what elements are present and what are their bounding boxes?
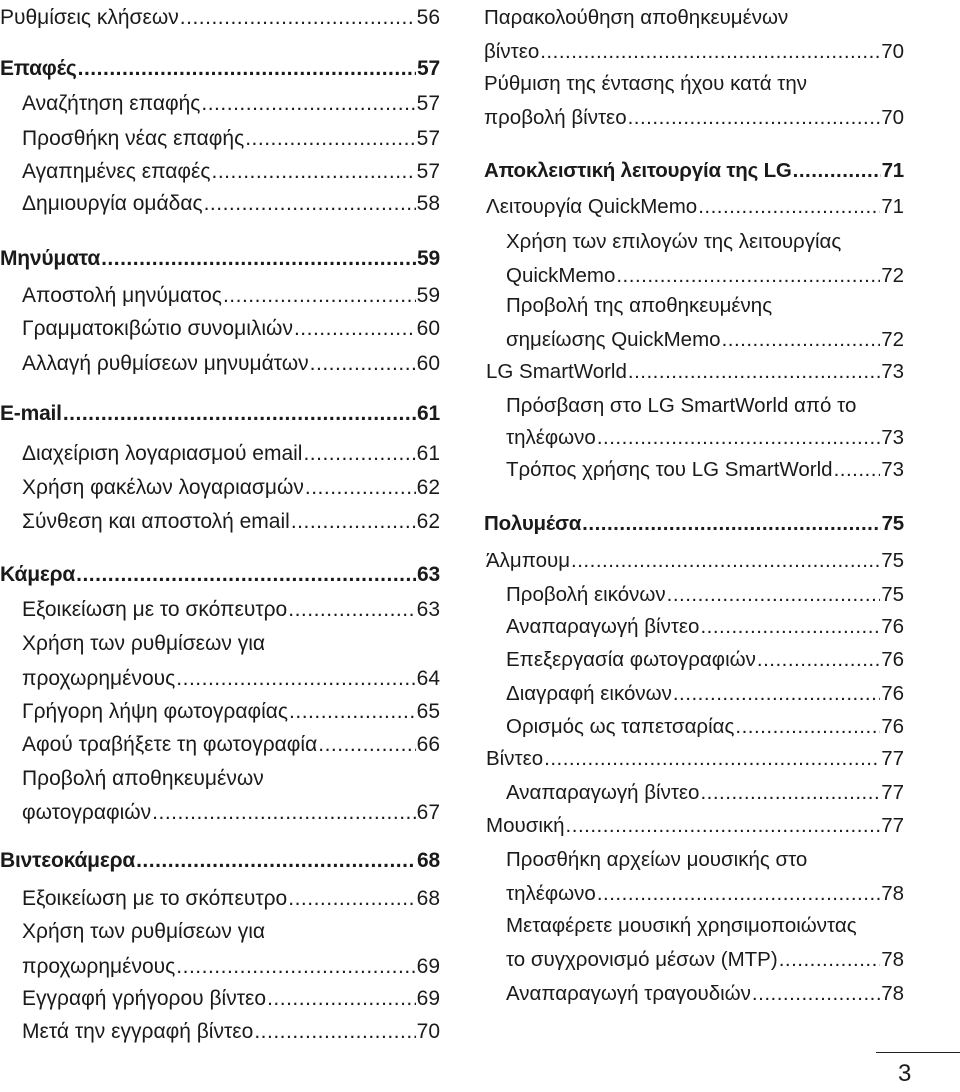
toc-entry-title: Διαχείριση λογαριασμού email [22,442,303,465]
toc-entry [484,392,904,419]
toc-page-number: 77 [881,747,904,770]
toc-entry [484,358,904,385]
toc-entry-title: Μεταφέρετε μουσική χρησιμοποιώντας [506,914,857,937]
toc-entry-title: Προβολή της αποθηκευμένης [506,294,773,317]
dot-leader [700,779,880,806]
toc-entry-title: Επαφές [0,57,77,80]
dot-leader [212,158,416,185]
toc-entry-title: E-mail [0,402,62,425]
toc-entry-title: Προβολή εικόνων [506,583,666,606]
toc-entry-title: Προβολή αποθηκευμένων [22,767,264,790]
toc-page-number: 68 [417,849,440,872]
toc-entry [0,90,440,117]
dot-leader [294,315,416,342]
toc-page-number: 69 [416,955,440,978]
toc-section-heading [0,245,440,272]
toc-entry-title: Μουσική [486,814,565,837]
toc-entry-title: Ρυθμίσεις κλήσεων [0,6,179,29]
dot-leader [571,547,880,574]
toc-page-number: 61 [417,402,440,425]
dot-leader [288,885,415,912]
toc-entry [0,1018,440,1045]
toc-page-number: 61 [416,442,440,465]
toc-section-heading [0,561,440,588]
dot-leader [223,282,416,309]
toc-entry-title: Αφού τραβήξετε τη φωτογραφία [22,733,318,756]
dot-leader [597,880,880,907]
toc-entry-title: Αποκλειστική λειτουργία της LG [484,159,792,182]
toc-entry [484,646,904,673]
toc-entry [0,885,440,912]
toc-entry [0,630,440,657]
toc-entry-title: Άλμπουμ [486,549,571,572]
dot-leader [752,980,880,1007]
toc-entry [484,581,904,608]
dot-leader [176,953,415,980]
toc-entry-title: Γρήγορη λήψη φωτογραφίας [22,700,289,723]
dot-leader [289,698,416,725]
toc-entry-title: προχωρημένους [22,955,176,978]
dot-leader [201,90,415,117]
toc-entry-title: Επεξεργασία φωτογραφιών [506,648,756,671]
dot-leader [700,613,880,640]
toc-entry-title: Προσθήκη νέας επαφής [22,127,245,150]
toc-entry [484,70,904,97]
toc-entry-title: Χρήση φακέλων λογαριασμών [22,476,304,499]
toc-entry-title: Ρύθμιση της έντασης ήχου κατά την [484,72,808,95]
dot-leader [544,745,880,772]
toc-entry [484,779,904,806]
dot-leader [779,946,881,973]
dot-leader [757,646,880,673]
toc-entry-title: Μετά την εγγραφή βίντεο [22,1020,254,1043]
toc-page-number: 62 [416,476,440,499]
toc-entry-title: Αναπαραγωγή τραγουδιών [506,982,751,1005]
toc-page-number: 58 [416,192,440,215]
toc-page-number: 67 [416,801,440,824]
toc-page-number: 56 [416,6,440,29]
toc-entry [0,596,440,623]
toc-entry [0,799,440,826]
toc-entry-title: Σύνθεση και αποστολή email [22,510,290,533]
toc-entry [0,158,440,185]
toc-section-heading [0,400,440,427]
toc-entry [0,665,440,692]
toc-entry [484,912,904,939]
toc-entry-title: Μηνύματα [0,247,101,270]
toc-page-number: 57 [416,127,440,150]
dot-leader [176,665,415,692]
dot-leader [180,4,416,31]
toc-entry [484,812,904,839]
dot-leader [305,474,416,501]
toc-page-number: 73 [881,360,904,383]
toc-entry-title: Παρακολούθηση αποθηκευμένων [484,6,789,29]
toc-page-number: 70 [881,40,904,63]
toc-section-heading [484,510,904,537]
toc-entry-title: Εξοικείωση με το σκόπευτρο [22,887,288,910]
toc-page-number: 65 [416,700,440,723]
dot-leader [616,262,880,289]
toc-entry [484,946,904,973]
dot-leader [101,245,416,272]
toc-page-number: 77 [881,781,904,804]
toc-section-heading [0,55,440,82]
dot-leader [667,581,881,608]
toc-page-number: 72 [881,328,904,351]
toc-page-number: 57 [416,92,440,115]
dot-leader [78,55,416,82]
dot-leader [63,400,416,427]
toc-entry [0,282,440,309]
toc-entry-title: QuickMemo [506,264,616,287]
toc-entry [484,680,904,707]
toc-entry-title: Κάμερα [0,563,76,586]
toc-entry-title: Προσθήκη αρχείων μουσικής στο [506,848,808,871]
dot-leader [628,104,881,131]
toc-entry [484,4,904,31]
page-number: 3 [898,1060,912,1087]
toc-entry-title: τηλέφωνο [506,882,596,905]
toc-page-number: 70 [881,106,904,129]
dot-leader [735,713,880,740]
toc-entry-title: Γραμματοκιβώτιο συνομιλιών [22,317,293,340]
toc-page-number: 64 [416,667,440,690]
toc-page-number: 73 [881,458,904,481]
toc-entry [0,508,440,535]
dot-leader [793,157,881,184]
toc-page-number: 76 [881,682,904,705]
toc-entry [0,440,440,467]
toc-entry [484,980,904,1007]
toc-entry [484,424,904,451]
toc-entry [484,846,904,873]
toc-page-number: 78 [881,982,904,1005]
toc-entry [484,326,904,353]
toc-entry [0,125,440,152]
dot-leader [303,440,415,467]
toc-entry [0,315,440,342]
toc-entry [0,953,440,980]
toc-entry [484,613,904,640]
toc-page-number: 57 [416,160,440,183]
toc-entry [0,698,440,725]
toc-page-number: 66 [416,733,440,756]
toc-entry [484,104,904,131]
toc-entry-title: Δημιουργία ομάδας [22,192,203,215]
toc-page-number: 57 [417,57,440,80]
dot-leader [254,1018,415,1045]
dot-leader [204,190,416,217]
toc-entry [484,292,904,319]
toc-entry-title: Λειτουργία QuickMemo [486,195,698,218]
toc-page-number: 62 [416,510,440,533]
toc-page-number: 63 [416,598,440,621]
dot-leader [540,38,880,65]
toc-entry-title: Πρόσβαση στο LG SmartWorld από το [506,394,857,417]
toc-entry [0,985,440,1012]
toc-page-number: 78 [881,882,904,905]
toc-entry [0,4,440,31]
toc-entry-title: Αναζήτηση επαφής [22,92,201,115]
toc-entry [484,38,904,65]
toc-section-heading [0,847,440,874]
toc-entry-title: προβολή βίντεο [484,106,627,129]
toc-page-number: 70 [416,1020,440,1043]
toc-entry-title: Ορισμός ως ταπετσαρίας [506,715,735,738]
dot-leader [582,510,880,537]
toc-entry-title: Αναπαραγωγή βίντεο [506,615,700,638]
toc-entry [0,918,440,945]
dot-leader [291,508,416,535]
toc-page-number: 59 [417,247,440,270]
dot-leader [267,985,416,1012]
dot-leader [597,424,880,451]
dot-leader [76,561,416,588]
dot-leader [673,680,880,707]
toc-entry [484,880,904,907]
toc-entry-title: Χρήση των ρυθμίσεων για [22,920,266,943]
toc-page-number: 75 [881,549,904,572]
dot-leader [310,350,416,377]
footer-rule [876,1052,960,1053]
toc-entry-title: τηλέφωνο [506,426,596,449]
toc-entry-title: Εγγραφή γρήγορου βίντεο [22,987,267,1010]
toc-entry-title: Πολυμέσα [484,512,582,535]
dot-leader [698,193,880,220]
toc-entry [484,713,904,740]
toc-entry [484,262,904,289]
toc-page-number: 63 [417,563,440,586]
toc-page-number: 73 [881,426,904,449]
toc-entry [0,731,440,758]
toc-entry [484,193,904,220]
toc-entry-title: Χρήση των ρυθμίσεων για [22,632,266,655]
toc-entry-title: Διαγραφή εικόνων [506,682,672,705]
toc-entry [0,765,440,792]
toc-entry-title: Βίντεο [486,747,544,770]
toc-entry-title: LG SmartWorld [486,360,627,383]
toc-entry-title: Αναπαραγωγή βίντεο [506,781,700,804]
dot-leader [245,125,415,152]
toc-page-number: 71 [881,159,904,182]
toc-entry-title: σημείωσης QuickMemo [506,328,721,351]
toc-page-number: 60 [416,352,440,375]
toc-entry [0,350,440,377]
toc-entry-title: Τρόπος χρήσης του LG SmartWorld [506,458,833,481]
dot-leader [834,456,881,483]
toc-entry [0,474,440,501]
toc-section-heading [484,157,904,184]
dot-leader [288,596,415,623]
dot-leader [152,799,415,826]
toc-entry [484,745,904,772]
dot-leader [136,847,416,874]
toc-entry [484,547,904,574]
toc-entry [484,456,904,483]
toc-entry [0,190,440,217]
dot-leader [722,326,881,353]
toc-entry-title: Χρήση των επιλογών της λειτουργίας [506,230,842,253]
toc-entry [484,228,904,255]
toc-entry-title: Αγαπημένες επαφές [22,160,211,183]
dot-leader [566,812,881,839]
toc-page-number: 77 [881,814,904,837]
toc-page-number: 78 [881,948,904,971]
toc-page-number: 71 [881,195,904,218]
toc-entry-title: Αποστολή μηνύματος [22,284,222,307]
toc-page-number: 76 [881,648,904,671]
dot-leader [628,358,880,385]
toc-entry-title: βίντεο [484,40,540,63]
toc-entry-title: Βιντεοκάμερα [0,849,136,872]
toc-entry-title: προχωρημένους [22,667,176,690]
toc-page-number: 72 [881,264,904,287]
toc-page-number: 69 [416,987,440,1010]
toc-page-number: 60 [416,317,440,340]
toc-page-number: 59 [416,284,440,307]
toc-page-number: 76 [881,715,904,738]
toc-entry-title: το συγχρονισμό μέσων (MTP) [506,948,778,971]
dot-leader [318,731,415,758]
toc-page-number: 75 [881,583,904,606]
toc-page-number: 68 [416,887,440,910]
toc-entry-title: Αλλαγή ρυθμίσεων μηνυμάτων [22,352,309,375]
toc-entry-title: Εξοικείωση με το σκόπευτρο [22,598,288,621]
toc-page-number: 76 [881,615,904,638]
toc-entry-title: φωτογραφιών [22,801,152,824]
toc-page-number: 75 [881,512,904,535]
